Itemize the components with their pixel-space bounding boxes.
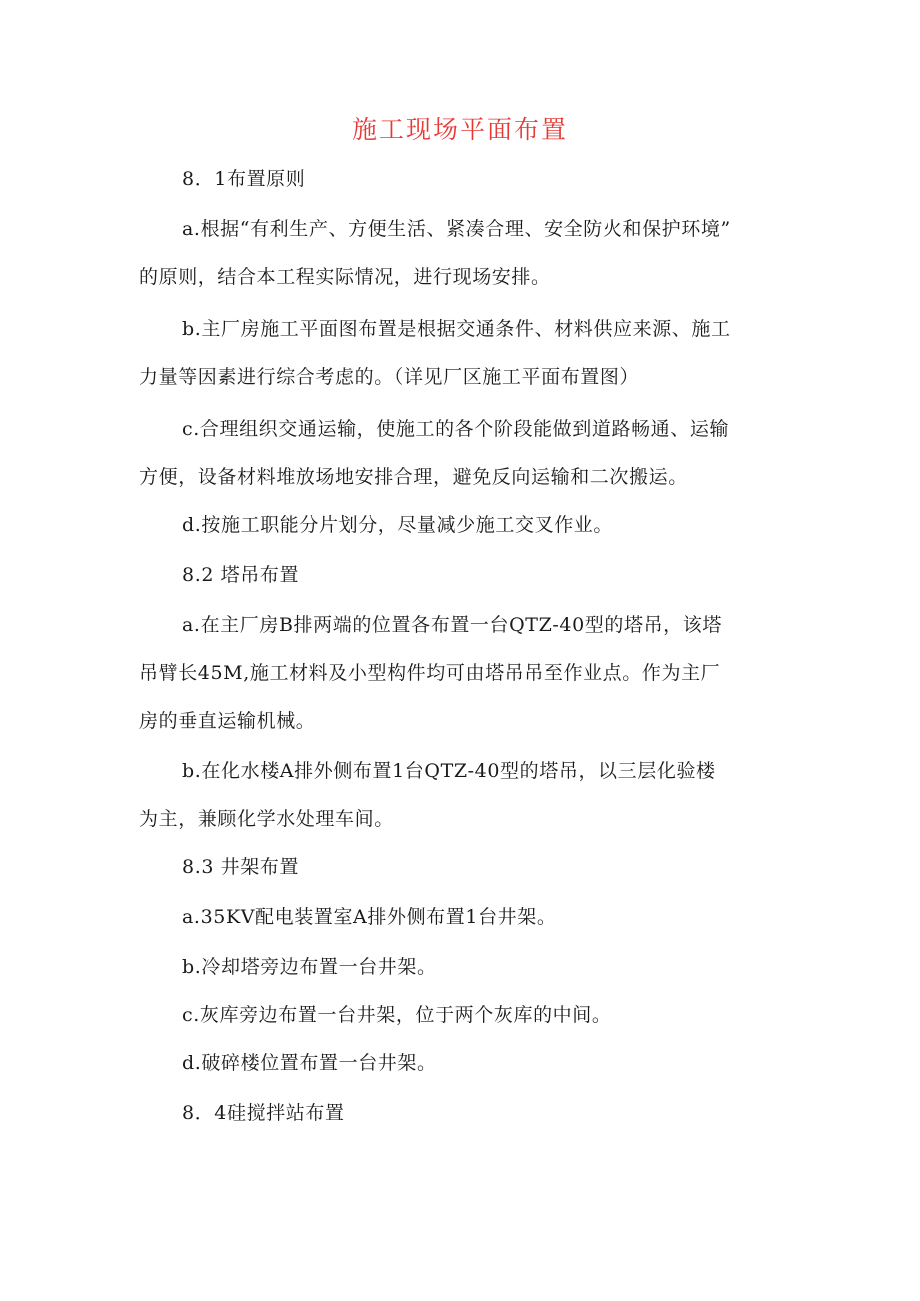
paragraph-line: b.冷却塔旁边布置一台井架。 <box>182 956 437 978</box>
paragraph-line: b.在化水楼A排外侧布置1台QTZ-40型的塔吊，以三层化验楼 <box>182 760 716 782</box>
paragraph-line: c.灰库旁边布置一台井架，位于两个灰库的中间。 <box>182 1004 612 1026</box>
paragraph-line: a.在主厂房B排两端的位置各布置一台QTZ-40型的塔吊，该塔 <box>182 614 722 636</box>
section-heading-8-2: 8.2 塔吊布置 <box>182 564 300 586</box>
section-heading-8-3: 8.3 井架布置 <box>182 856 300 878</box>
paragraph-line: 方便，设备材料堆放场地安排合理，避免反向运输和二次搬运。 <box>139 466 688 488</box>
paragraph-line: d.按施工职能分片划分，尽量减少施工交叉作业。 <box>182 514 614 536</box>
paragraph-line: 力量等因素进行综合考虑的。（详见厂区施工平面布置图） <box>139 366 640 388</box>
paragraph-line: d.破碎楼位置布置一台井架。 <box>182 1052 437 1074</box>
paragraph-line: 房的垂直运输机械。 <box>139 710 316 732</box>
section-heading-8-1: 8．1布置原则 <box>182 168 306 190</box>
paragraph-line: b.主厂房施工平面图布置是根据交通条件、材料供应来源、施工 <box>182 318 731 340</box>
section-heading-8-4: 8．4硅搅拌站布置 <box>182 1102 345 1124</box>
paragraph-line: a.根据“有利生产、方便生活、紧凑合理、安全防火和保护环境” <box>182 218 731 240</box>
document-title: 施工现场平面布置 <box>351 115 568 144</box>
paragraph-line: 为主，兼顾化学水处理车间。 <box>139 808 394 830</box>
paragraph-line: 吊臂长45M,施工材料及小型构件均可由塔吊吊至作业点。作为主厂 <box>139 662 721 684</box>
paragraph-line: c.合理组织交通运输，使施工的各个阶段能做到道路畅通、运输 <box>182 418 730 440</box>
paragraph-line: 的原则，结合本工程实际情况，进行现场安排。 <box>139 266 551 288</box>
paragraph-line: a.35KV配电装置室A排外侧布置1台井架。 <box>182 906 557 928</box>
